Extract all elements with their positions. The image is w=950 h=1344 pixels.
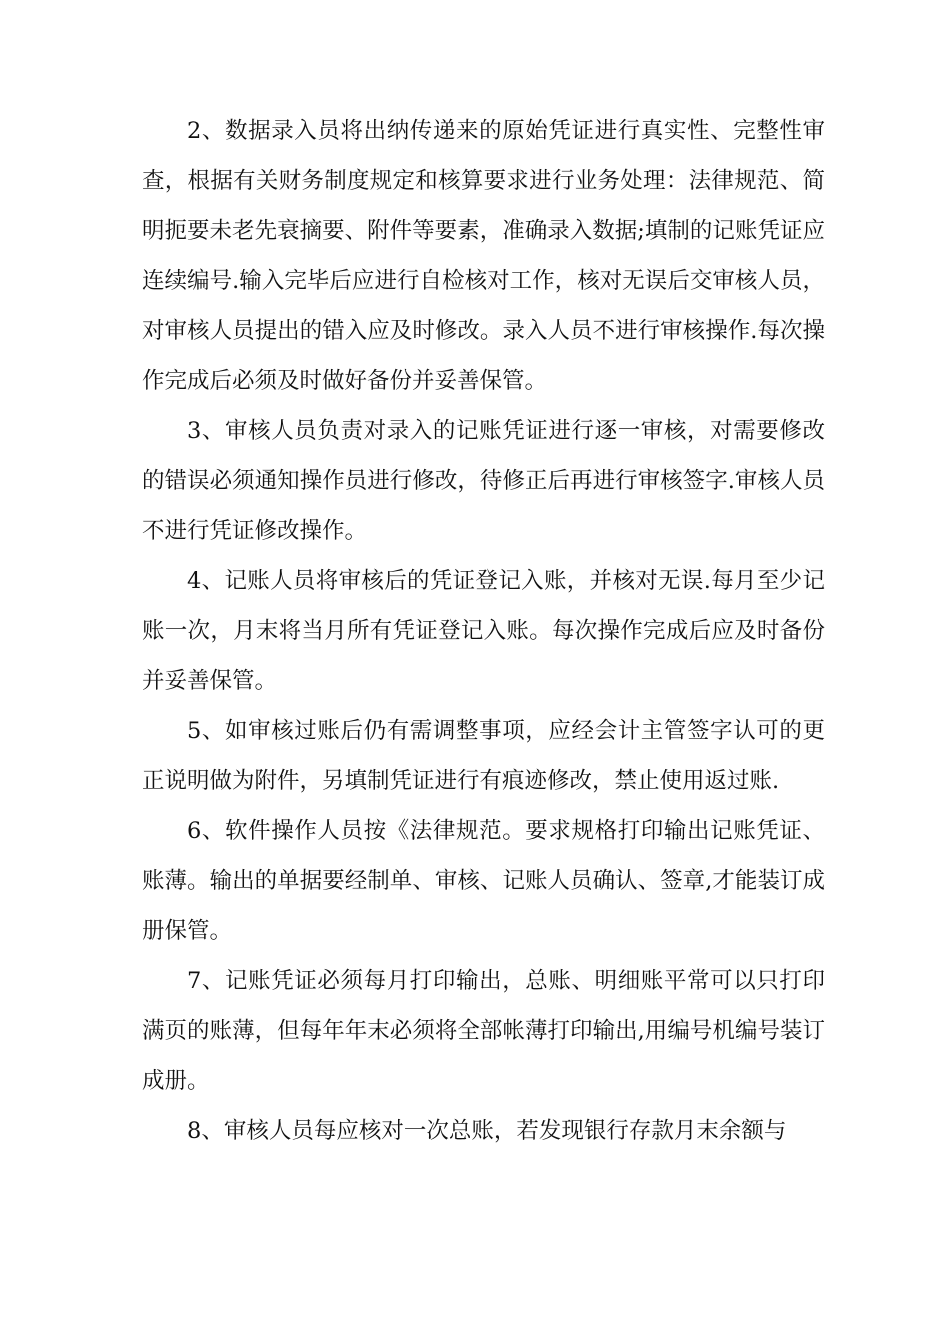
document-body	[142, 106, 825, 1156]
paragraph-3: 3、审核人员负责对录入的记账凭证进行逐一审核，对需要修改的错误必须通知操作员进行修改，待修正后再进行审核签字.审核人员不进行凭证修改操作。	[142, 418, 825, 544]
paragraph-4: 4、记账人员将审核后的凭证登记入账，并核对无误.每月至少记账一次，月末将当月所有凭证登记入账。每次操作完成后应及时备份并妥善保管。	[142, 568, 825, 694]
paragraph-2: 2、数据录入员将出纳传递来的原始凭证进行真实性、完整性审查，根据有关财务制度规定和核算要求进行业务处理：法律规范、简明扼要未老先衰摘要、附件等要素，准确录入数据;填制的记账凭证应连续编号.输入完毕后应进行自检核对工作，核对无误后交审核人员，对审核人员提出的错入应及时修改。录入人员不进行审核操作.每次操作完成后必须及时做好备份并妥善保管。	[142, 118, 825, 394]
paragraph-6: 6、软件操作人员按《法律规范。要求规格打印输出记账凭证、账薄。输出的单据要经制单、审核、记账人员确认、签章,才能装订成册保管。	[142, 818, 825, 944]
paragraph-7: 7、记账凭证必须每月打印输出，总账、明细账平常可以只打印满页的账薄，但每年年末必须将全部帐薄打印输出,用编号机编号装订成册。	[142, 968, 825, 1094]
paragraph-8: 8、审核人员每应核对一次总账，若发现银行存款月末余额与	[187, 1118, 787, 1144]
paragraph-5: 5、如审核过账后仍有需调整事项，应经会计主管签字认可的更正说明做为附件，另填制凭证进行有痕迹修改，禁止使用返过账.	[142, 718, 825, 794]
